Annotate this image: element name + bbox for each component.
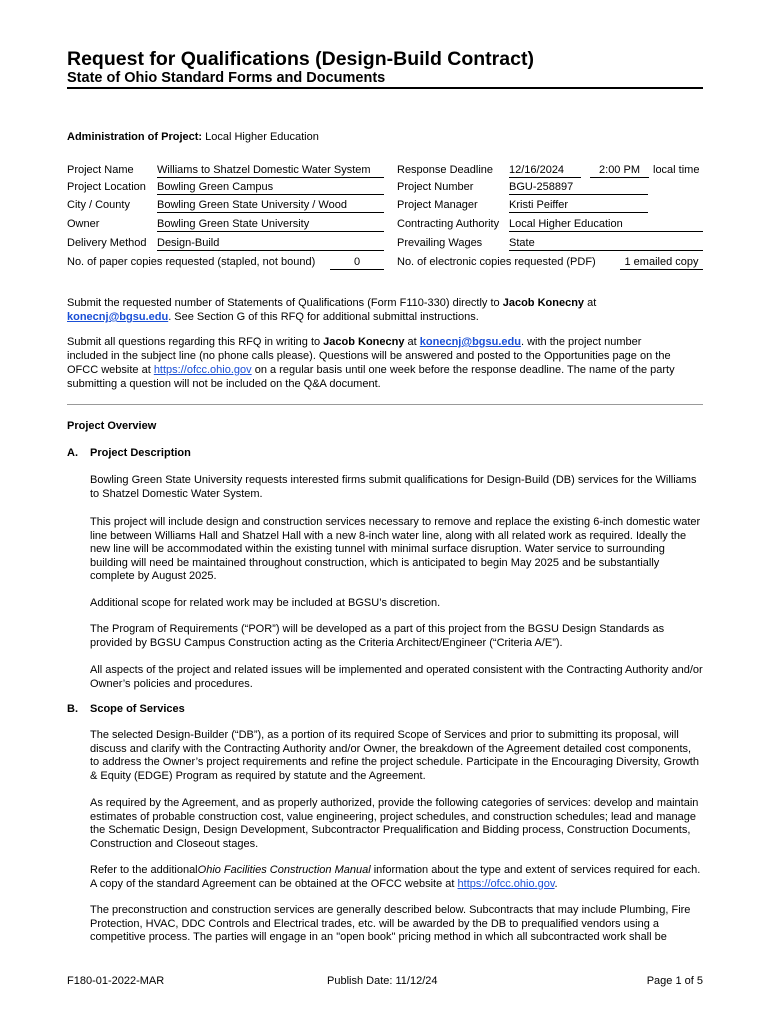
footer-form-number: F180-01-2022-MAR bbox=[67, 975, 165, 987]
delivery-method-value: Design-Build bbox=[157, 236, 384, 251]
response-deadline-time: 2:00 PM bbox=[590, 163, 649, 178]
owner-value: Bowling Green State University bbox=[157, 217, 384, 232]
footer-publish-date: Publish Date: 11/12/24 bbox=[327, 975, 438, 987]
contracting-authority-label: Contracting Authority bbox=[397, 218, 500, 230]
delivery-method-label: Delivery Method bbox=[67, 237, 147, 249]
submit-contact-name: Jacob Konecny bbox=[502, 297, 585, 309]
prevailing-wages-value: State bbox=[509, 236, 703, 251]
prevailing-wages-label: Prevailing Wages bbox=[397, 237, 483, 249]
electronic-copies-value: 1 emailed copy bbox=[620, 255, 703, 270]
response-deadline-label: Response Deadline bbox=[397, 164, 494, 176]
questions-line-3b: on a regular basis until one week before the response deadline. The name of the party bbox=[251, 364, 675, 376]
paper-copies-value: 0 bbox=[330, 255, 384, 270]
questions-text-a: Submit all questions regarding this RFQ in writing to bbox=[67, 336, 324, 348]
city-county-label: City / County bbox=[67, 199, 130, 211]
document-title: Request for Qualifications (Design-Build Contract) bbox=[67, 48, 534, 70]
ofcc-website-link[interactable]: https://ofcc.ohio.gov bbox=[153, 364, 252, 376]
project-number-label: Project Number bbox=[397, 181, 474, 193]
questions-text-b: at bbox=[404, 336, 420, 348]
section-a-paragraph-3: Additional scope for related work may be included at BGSU’s discretion. bbox=[90, 597, 441, 609]
section-a-paragraph-2: This project will include design and construction services necessary to remove and replace the existing 6-inch domestic water line between Williams Hall and Shatzel Hall with a new 8-inch water line, along with all related work as required. Ideally the new line will be accommodated within the existing tunnel with minimal surface disruption. Water service to surrounding building will need be maintained throughout construction, which is anticipated to begin May 2025 and be substantially complete by August 2025. bbox=[90, 516, 701, 582]
section-b-paragraph-3 bbox=[90, 864, 703, 891]
project-name-value: Williams to Shatzel Domestic Water System bbox=[157, 163, 384, 178]
questions-contact-name: Jacob Konecny bbox=[323, 336, 405, 348]
submit-text-c: . See Section G of this RFQ for additional submittal instructions. bbox=[168, 311, 479, 323]
section-a-paragraph-5: All aspects of the project and related issues will be implemented and operated consistent with the Contracting Authority and/or Owner’s policies and procedures. bbox=[90, 664, 703, 690]
project-number-value: BGU-258897 bbox=[509, 180, 648, 195]
owner-label: Owner bbox=[67, 218, 100, 230]
section-b-paragraph-4: The preconstruction and construction services are generally described below. Subcontracts that may include Plumbing, Fire Protection, HVAC, DDC Controls and Electrical trades, etc. will be awarded by the DB to prequalified vendors using a competitive process. The parties will engage in an "open book" pricing method in which all subcontracted work shall be bbox=[90, 904, 691, 943]
questions-line-2: included in the subject line (no phone calls please). Questions will be answered and posted to the Opportunities page on the bbox=[67, 350, 671, 362]
admin-label: Administration of Project: bbox=[67, 131, 203, 143]
section-a-paragraph-4: The Program of Requirements (“POR”) will be developed as a part of this project from the BGSU Design Standards as provided by BGSU Campus Construction acting as the Criteria Architect/Engineer (“Criteria A/E”). bbox=[90, 623, 665, 649]
project-location-value: Bowling Green Campus bbox=[157, 180, 384, 195]
questions-email-link[interactable]: konecnj@bgsu.edu bbox=[419, 336, 521, 348]
section-b-p3-manual: Ohio Facilities Construction Manual bbox=[197, 864, 371, 876]
submit-text-a: Submit the requested number of Statements of Qualifications (Form F110-330) directly to bbox=[67, 297, 503, 309]
section-a-letter: A. bbox=[67, 447, 78, 459]
section-a-paragraph-1: Bowling Green State University requests interested firms submit qualifications for Design-Build (DB) services for the Williams to Shatzel Domestic Water System. bbox=[90, 474, 697, 500]
section-divider bbox=[67, 404, 703, 405]
header-rule bbox=[67, 87, 703, 89]
contracting-authority-value: Local Higher Education bbox=[509, 217, 703, 232]
project-location-label: Project Location bbox=[67, 181, 146, 193]
section-b-title: Scope of Services bbox=[90, 703, 185, 715]
submit-email-link[interactable]: konecnj@bgsu.edu bbox=[67, 311, 169, 323]
questions-line-4: submitting a question will not be included on the Q&A document. bbox=[67, 378, 381, 390]
submit-text-b: at bbox=[584, 297, 597, 309]
administration-line bbox=[67, 130, 319, 144]
questions-text-c: . with the project number bbox=[520, 336, 642, 348]
section-b-paragraph-2: As required by the Agreement, and as properly authorized, provide the following categories of services: develop and maintain estimates of probable construction cost, value engineering, project schedules, and construction schedules; lead and manage the Schematic Design, Design Development, Subcontractor Prequalification and Bidding process, Construction Documents, Construction and Closeout stages. bbox=[90, 797, 699, 850]
section-b-paragraph-1: The selected Design-Builder (“DB”), as a portion of its required Scope of Services and prior to submitting its proposal, will discuss and clarify with the Contracting Authority and/or Owner, the breakdown of the Agreement detailed cost components, to address the Owner’s project requirements and refine the project schedule. Participate in the Encouraging Diversity, Growth & Equity (EDGE) Program as required by statute and the Agreement. bbox=[90, 729, 699, 782]
questions-instructions bbox=[67, 335, 703, 391]
document-subtitle: State of Ohio Standard Forms and Documents bbox=[67, 70, 386, 86]
city-county-value: Bowling Green State University / Wood bbox=[157, 198, 384, 213]
electronic-copies-label: No. of electronic copies requested (PDF) bbox=[397, 256, 596, 268]
section-a-title: Project Description bbox=[90, 447, 191, 459]
section-b-p3-text-b: information about the type and extent of services required for each. A copy of the standard Agreement can be obtained at the OFCC website at bbox=[90, 864, 701, 890]
admin-value: Local Higher Education bbox=[205, 131, 319, 143]
project-manager-value: Kristi Peiffer bbox=[509, 198, 648, 213]
section-b-letter: B. bbox=[67, 703, 78, 715]
project-name-label: Project Name bbox=[67, 164, 134, 176]
response-deadline-date: 12/16/2024 bbox=[509, 163, 581, 178]
project-overview-heading: Project Overview bbox=[67, 420, 157, 432]
footer-page-number: Page 1 of 5 bbox=[646, 975, 703, 987]
questions-line-3a: OFCC website at bbox=[67, 364, 154, 376]
ofcc-agreement-link[interactable]: https://ofcc.ohio.gov bbox=[457, 877, 555, 890]
response-deadline-suffix: local time bbox=[653, 164, 700, 176]
paper-copies-label: No. of paper copies requested (stapled, not bound) bbox=[67, 256, 316, 268]
submit-instructions bbox=[67, 296, 703, 324]
section-b-p3-text-c: . bbox=[554, 877, 558, 890]
section-b-p3-text-a: Refer to the additional bbox=[90, 864, 198, 876]
project-manager-label: Project Manager bbox=[397, 199, 478, 211]
